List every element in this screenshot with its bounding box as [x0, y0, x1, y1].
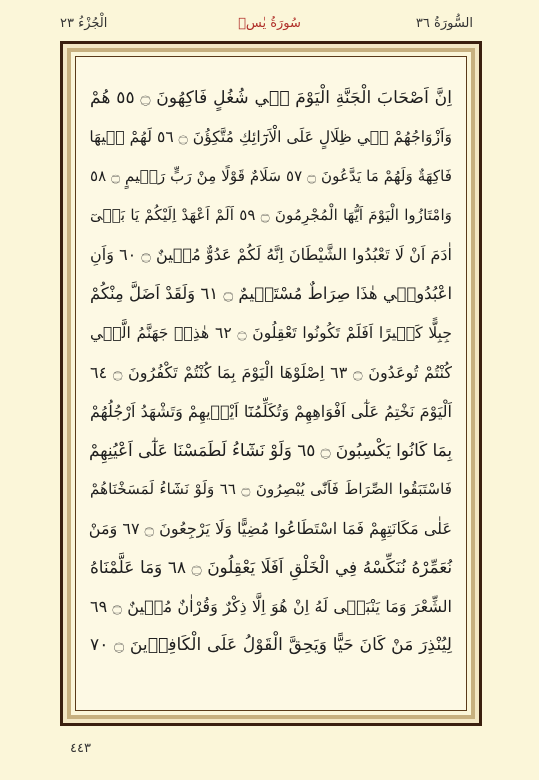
- text-line: لِيُنْذِرَ مَنْ كَانَ حَيًّا وَيَحِقَّ الْقَوْلُ عَلَى الْكَافِرٖينَ ۝ ٧٠: [90, 635, 453, 656]
- juz-label: الْجُزْءُ ٢٣: [60, 16, 108, 31]
- surah-name-label: سُورَةُ يٰسۤ: [238, 16, 301, 31]
- text-line: اعْبُدُونٖي هٰذَا صِرَاطٌ مُسْتَقٖيمٌ ۝ ٦١ وَلَقَدْ اَضَلَّ مِنْكُمْ: [90, 284, 452, 304]
- text-line: اَلْيَوْمَ نَخْتِمُ عَلٰٓى اَفْوَاهِهِمْ وَتُكَلِّمُنَٓا اَيْدٖيهِمْ وَتَشْهَدُ اَرْجُلُهُمْ: [90, 401, 452, 421]
- text-line: عَلٰى مَكَانَتِهِمْ فَمَا اسْتَطَاعُوا مُضِيًّا وَلَا يَرْجِعُونَ ۝ ٦٧ وَمَنْ: [88, 519, 452, 539]
- verse-text-block: [90, 79, 452, 696]
- page-frame: [60, 41, 482, 726]
- page-header: [0, 14, 539, 36]
- text-line: اٰدَمَ اَنْ لَا تَعْبُدُوا الشَّيْطَانَ اِنَّهُ لَكُمْ عَدُوٌّ مُبٖينٌ ۝ ٦٠ وَاَنِ: [90, 245, 452, 265]
- text-line: وَاَزْوَاجُهُمْ فٖي ظِلَالٍ عَلَى الْاَرَٓائِكِ مُتَّكِؤُنَ ۝ ٥٦ لَهُمْ فٖيهَا: [89, 128, 452, 147]
- text-line: بِمَا كَانُوا يَكْسِبُونَ ۝ ٦٥ وَلَوْ نَشَٓاءُ لَطَمَسْنَا عَلٰٓى اَعْيُنِهِمْ: [89, 439, 452, 460]
- text-line: فَاسْتَبَقُوا الصِّرَاطَ فَاَنّٰى يُبْصِرُونَ ۝ ٦٦ وَلَوْ نَشَٓاءُ لَمَسَخْنَاهُمْ: [90, 479, 452, 498]
- frame-border-inner: [75, 56, 467, 711]
- text-line: وَامْتَازُوا الْيَوْمَ اَيُّهَا الْمُجْرِمُونَ ۝ ٥٩ اَلَمْ اَعْهَدْ اِلَيْكُمْ يَا بَنٖىٓ: [90, 206, 452, 225]
- text-line: فَاكِهَةٌ وَلَهُمْ مَا يَدَّعُونَ ۝ ٥٧ سَلَامٌ قَوْلًا مِنْ رَبٍّ رَحٖيمٍ ۝ ٥٨: [90, 167, 453, 186]
- text-line: الشِّعْرَ وَمَا يَنْبَغٖى لَهُ اِنْ هُوَ اِلَّا ذِكْرٌ وَقُرْاٰنٌ مُبٖينٌ ۝ ٦٩: [90, 597, 452, 617]
- text-line: كُنْتُمْ تُوعَدُونَ ۝ ٦٣ اِصْلَوْهَا الْيَوْمَ بِمَا كُنْتُمْ تَكْفُرُونَ ۝ ٦٤: [90, 362, 453, 382]
- text-line: نُعَمِّرْهُ نُنَكِّسْهُ فِي الْخَلْقِ اَفَلَا يَعْقِلُونَ ۝ ٦٨ وَمَا عَلَّمْنَاهُ: [90, 557, 452, 578]
- text-line: جِبِلًّا كَثٖيرًا اَفَلَمْ تَكُونُوا تَعْقِلُونَ ۝ ٦٢ هٰذِهٖ جَهَنَّمُ الَّتٖي: [90, 323, 453, 342]
- surah-number-label: السُّورَةُ ٣٦: [415, 16, 473, 31]
- text-line: اِنَّ اَصْحَابَ الْجَنَّةِ الْيَوْمَ فٖي شُغُلٍ فَاكِهُونَ ۝ ٥٥ هُمْ: [90, 88, 452, 108]
- frame-border-middle: [67, 48, 475, 719]
- page-number: ٤٤٣: [70, 741, 91, 756]
